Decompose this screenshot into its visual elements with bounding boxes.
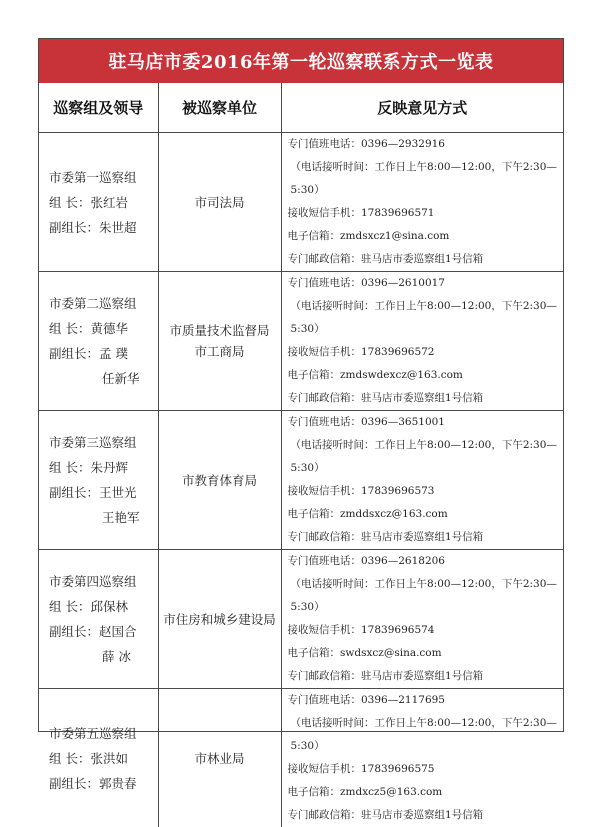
group-name: 市委第五巡察组 [49, 721, 158, 746]
contact-cell [281, 550, 563, 689]
postal-mailbox: 专门邮政信箱：驻马店市委巡察组1号信箱 [288, 248, 564, 271]
group-deputy-extra: 王艳军 [49, 505, 158, 530]
postal-mailbox: 专门邮政信箱：驻马店市委巡察组1号信箱 [288, 526, 564, 549]
group-name: 市委第四巡察组 [49, 569, 158, 594]
group-deputy: 副组长：朱世超 [49, 215, 158, 240]
sms-number: 接收短信手机：17839696574 [288, 619, 564, 642]
contact-table [39, 83, 563, 827]
hotline-hours: （电话接听时间：工作日上午8:00—12:00，下午2:30—5:30） [288, 434, 564, 480]
hotline-hours: （电话接听时间：工作日上午8:00—12:00，下午2:30—5:30） [288, 573, 564, 619]
email: 电子信箱：zmdxcz5@163.com [288, 781, 564, 804]
group-deputy-extra: 薛 冰 [49, 644, 158, 669]
hotline-hours: （电话接听时间：工作日上午8:00—12:00，下午2:30—5:30） [288, 295, 564, 341]
group-leader: 组 长：张洪如 [49, 746, 158, 771]
unit-cell [158, 272, 281, 411]
unit-name: 市工商局 [159, 341, 281, 362]
table-row [39, 550, 563, 689]
group-deputy: 副组长：孟 璞 [49, 341, 158, 366]
group-name: 市委第一巡察组 [49, 165, 158, 190]
sms-number: 接收短信手机：17839696571 [288, 202, 564, 225]
unit-name: 市教育体育局 [159, 470, 281, 491]
header-contact-method: 反映意见方式 [281, 83, 563, 133]
table-header-row [39, 83, 563, 133]
group-cell [39, 689, 158, 827]
group-deputy: 副组长：王世光 [49, 480, 158, 505]
postal-mailbox: 专门邮政信箱：驻马店市委巡察组1号信箱 [288, 387, 564, 410]
group-deputy: 副组长：郭贵春 [49, 771, 158, 796]
contact-cell [281, 689, 563, 827]
postal-mailbox: 专门邮政信箱：驻马店市委巡察组1号信箱 [288, 665, 564, 688]
unit-cell [158, 550, 281, 689]
group-name: 市委第二巡察组 [49, 291, 158, 316]
group-deputy: 副组长：赵国合 [49, 619, 158, 644]
group-deputy-extra: 任新华 [49, 366, 158, 391]
page-title: 驻马店市委2016年第一轮巡察联系方式一览表 [39, 39, 563, 83]
hotline-hours: （电话接听时间：工作日上午8:00—12:00，下午2:30—5:30） [288, 156, 564, 202]
group-name: 市委第三巡察组 [49, 430, 158, 455]
sms-number: 接收短信手机：17839696572 [288, 341, 564, 364]
group-leader: 组 长：朱丹辉 [49, 455, 158, 480]
unit-name: 市司法局 [159, 192, 281, 213]
table-row [39, 133, 563, 272]
email: 电子信箱：zmddsxcz@163.com [288, 503, 564, 526]
group-cell [39, 411, 158, 550]
unit-cell [158, 133, 281, 272]
hotline: 专门值班电话：0396—2618206 [288, 550, 564, 573]
email: 电子信箱：swdsxcz@sina.com [288, 642, 564, 665]
group-cell [39, 133, 158, 272]
unit-name: 市质量技术监督局 [159, 320, 281, 341]
email: 电子信箱：zmdsxcz1@sina.com [288, 225, 564, 248]
contact-cell [281, 411, 563, 550]
hotline: 专门值班电话：0396—2932916 [288, 133, 564, 156]
group-leader: 组 长：黄德华 [49, 316, 158, 341]
group-cell [39, 272, 158, 411]
postal-mailbox: 专门邮政信箱：驻马店市委巡察组1号信箱 [288, 804, 564, 827]
contact-cell [281, 133, 563, 272]
sms-number: 接收短信手机：17839696575 [288, 758, 564, 781]
header-inspected-unit: 被巡察单位 [158, 83, 281, 133]
contact-cell [281, 272, 563, 411]
group-leader: 组 长：邱保林 [49, 594, 158, 619]
unit-name: 市林业局 [159, 748, 281, 769]
hotline: 专门值班电话：0396—3651001 [288, 411, 564, 434]
unit-name: 市住房和城乡建设局 [159, 609, 281, 630]
group-cell [39, 550, 158, 689]
hotline: 专门值班电话：0396—2117695 [288, 689, 564, 712]
hotline: 专门值班电话：0396—2610017 [288, 272, 564, 295]
table-row [39, 689, 563, 827]
email: 电子信箱：zmdswdexcz@163.com [288, 364, 564, 387]
unit-cell [158, 689, 281, 827]
sms-number: 接收短信手机：17839696573 [288, 480, 564, 503]
table-row [39, 411, 563, 550]
unit-cell [158, 411, 281, 550]
group-leader: 组 长：张红岩 [49, 190, 158, 215]
hotline-hours: （电话接听时间：工作日上午8:00—12:00，下午2:30—5:30） [288, 712, 564, 758]
contact-table-sheet [38, 38, 564, 732]
table-row [39, 272, 563, 411]
header-group-leaders: 巡察组及领导 [39, 83, 158, 133]
